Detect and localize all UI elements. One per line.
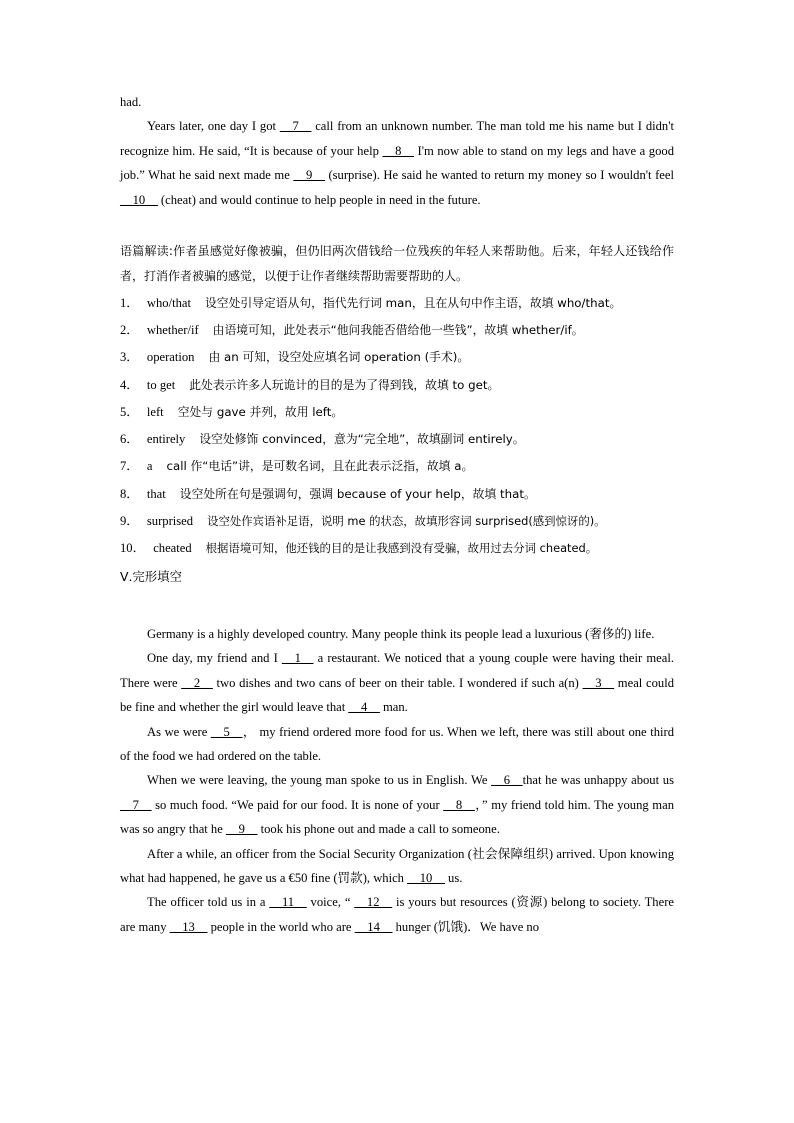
answer-word: cheated: [153, 541, 192, 556]
answer-number: 5．: [120, 404, 139, 419]
text-run: ，” my friend told him. The young man was so angry that he: [120, 797, 674, 837]
passage-continuation: [120, 90, 674, 212]
text-run: us.: [444, 871, 463, 886]
text-run: After a while, an officer from the Social Security Organization (社会保障组织) arrived. Upon knowing what had happened, he gave us a €50 fine (罚款), which: [120, 846, 674, 886]
cloze-paragraph-6: [120, 890, 674, 939]
text-run: people in the world who are: [207, 919, 355, 934]
answer-explanation: 根据语境可知，他还钱的目的是让我感到没有受骗，故用过去分词 cheated。: [205, 541, 598, 556]
answer-number: 7．: [120, 459, 139, 474]
blank-13: __13__: [169, 919, 208, 934]
answer-explanation: 此处表示许多人玩诡计的目的是为了得到钱，故填 to get。: [189, 377, 500, 392]
text-run: took his phone out and made a call to someone.: [257, 822, 500, 837]
blank-7: __7__: [120, 797, 152, 812]
answer-number: 10．: [120, 541, 146, 556]
answer-item: [120, 372, 674, 399]
answer-explanation: 设空处作宾语补足语，说明 me 的状态，故填形容词 surprised(感到惊讶的)。: [207, 514, 606, 529]
text-run: a restaurant. We noticed that a young couple were having their meal. There were: [120, 651, 674, 690]
text-run: meal could be fine and whether the girl would leave that: [120, 675, 674, 715]
answer-analysis: [120, 239, 674, 591]
text-run: One day, my friend and I: [147, 651, 282, 666]
text-run: hunger (饥饿)．We have no: [392, 919, 540, 934]
answer-item: [120, 399, 674, 426]
text-run: voice, “: [306, 895, 355, 910]
answer-word: whether/if: [146, 323, 199, 337]
blank-3: __3__: [582, 675, 615, 690]
answer-explanation: 空处与 gave 并列，故用 left。: [177, 404, 344, 419]
text-run: Years later, one day I got: [147, 119, 280, 134]
text-run: man.: [379, 700, 408, 715]
blank-9: __9__: [293, 168, 325, 183]
answer-item: [120, 508, 674, 535]
answer-number: 9．: [120, 514, 139, 529]
answer-explanation: 由语境可知，此处表示“他问我能否借给他一些钱”，故填 whether/if。: [212, 323, 584, 337]
answer-number: 4．: [120, 377, 139, 392]
blank-7: __7__: [279, 119, 312, 134]
answer-item: [120, 344, 674, 371]
text-run: When we were leaving, the young man spoke to us in English. We: [147, 773, 492, 788]
answer-word: left: [146, 404, 164, 419]
cloze-paragraph-3: [120, 720, 674, 769]
answer-item: [120, 426, 674, 453]
blank-8: __8__: [443, 797, 475, 812]
answer-word: surprised: [146, 514, 194, 529]
section-heading: Ⅴ.完形填空: [120, 568, 182, 584]
answer-explanation: call 作“电话”讲，是可数名词，且在此表示泛指，故填 a。: [166, 459, 474, 474]
answer-number: 3．: [120, 350, 139, 365]
text-run: I'm now able to stand on my legs and have a good job.” What he said next made me: [120, 143, 674, 183]
text-run: The officer told us in a: [147, 895, 270, 910]
cloze-paragraph-5: [120, 842, 674, 891]
blank-8: __8__: [382, 143, 414, 158]
cloze-paragraph-1: Germany is a highly developed country. Many people think its people lead a luxurious (奢侈的) life.: [147, 627, 655, 641]
answer-explanation: 设空处引导定语从句，指代先行词 man，且在从句中作主语，故填 who/that。: [204, 296, 622, 310]
text-run: is yours but resources (资源) belong to society. There are many: [120, 895, 674, 934]
blank-2: __2__: [181, 675, 213, 690]
cloze-passage: [120, 622, 674, 939]
answer-word: that: [146, 486, 166, 501]
answer-list: [120, 290, 674, 563]
text-run: that he was unhappy about us: [522, 773, 674, 788]
blank-9: __9__: [225, 822, 258, 837]
cloze-paragraph-4: [120, 768, 674, 841]
analysis-text: 作者虽感觉好像被骗，但仍旧两次借钱给一位残疾的年轻人来帮助他。后来，年轻人还钱给作者，打消作者被骗的感觉，以便于让作者继续帮助需要帮助的人。: [120, 244, 674, 283]
analysis-label: 语篇解读:: [120, 244, 173, 258]
answer-number: 2．: [120, 323, 139, 337]
text-run: two dishes and two cans of beer on their table. I wondered if such a(n): [212, 675, 583, 690]
answer-item: [120, 317, 674, 344]
blank-5: __5__: [210, 724, 243, 739]
blank-6: __6__: [491, 773, 523, 788]
answer-word: operation: [146, 350, 195, 365]
blank-12: __12__: [354, 895, 393, 910]
answer-explanation: 设空处所在句是强调句，强调 because of your help，故填 that。: [179, 486, 536, 501]
blank-14: __14__: [354, 919, 393, 934]
passage-paragraph-years-later: [120, 114, 674, 212]
blank-4: __4__: [348, 700, 380, 715]
answer-explanation: 设空处修饰 convinced，意为“完全地”，故填副词 entirely。: [199, 432, 525, 447]
text-run: so much food. “We paid for our food. It is none of your: [151, 797, 444, 812]
blank-1: __1__: [281, 651, 314, 666]
text-run: ， my friend ordered more food for us. When we left, there was still about one third of the food we had ordered on the table.: [120, 724, 674, 764]
answer-word: to get: [146, 377, 176, 392]
blank-10: __10__: [120, 192, 158, 207]
answer-word: entirely: [146, 432, 186, 447]
answer-explanation: 由 an 可知，设空处应填名词 operation (手术)。: [208, 350, 470, 365]
answer-number: 8．: [120, 486, 139, 501]
text-run: As we were: [147, 724, 211, 739]
discourse-analysis: [120, 239, 674, 288]
blank-10: __10__: [407, 871, 445, 886]
cloze-paragraph-2: [120, 646, 674, 719]
answer-word: a: [146, 459, 153, 474]
answer-item: [120, 535, 674, 562]
answer-number: 1．: [120, 296, 139, 310]
text-run: (cheat) and would continue to help people in need in the future.: [157, 192, 481, 207]
answer-item: [120, 290, 674, 317]
answer-word: who/that: [146, 296, 191, 310]
blank-11: __11__: [269, 895, 307, 910]
answer-item: [120, 453, 674, 480]
answer-item: [120, 481, 674, 508]
answer-number: 6．: [120, 432, 139, 447]
text-run: call from an unknown number. The man told me his name but I didn't recognize him. He said, “It is because of your help: [120, 119, 674, 158]
passage-line-had: had.: [120, 95, 142, 109]
text-run: (surprise). He said he wanted to return my money so I wouldn't feel: [324, 168, 674, 183]
